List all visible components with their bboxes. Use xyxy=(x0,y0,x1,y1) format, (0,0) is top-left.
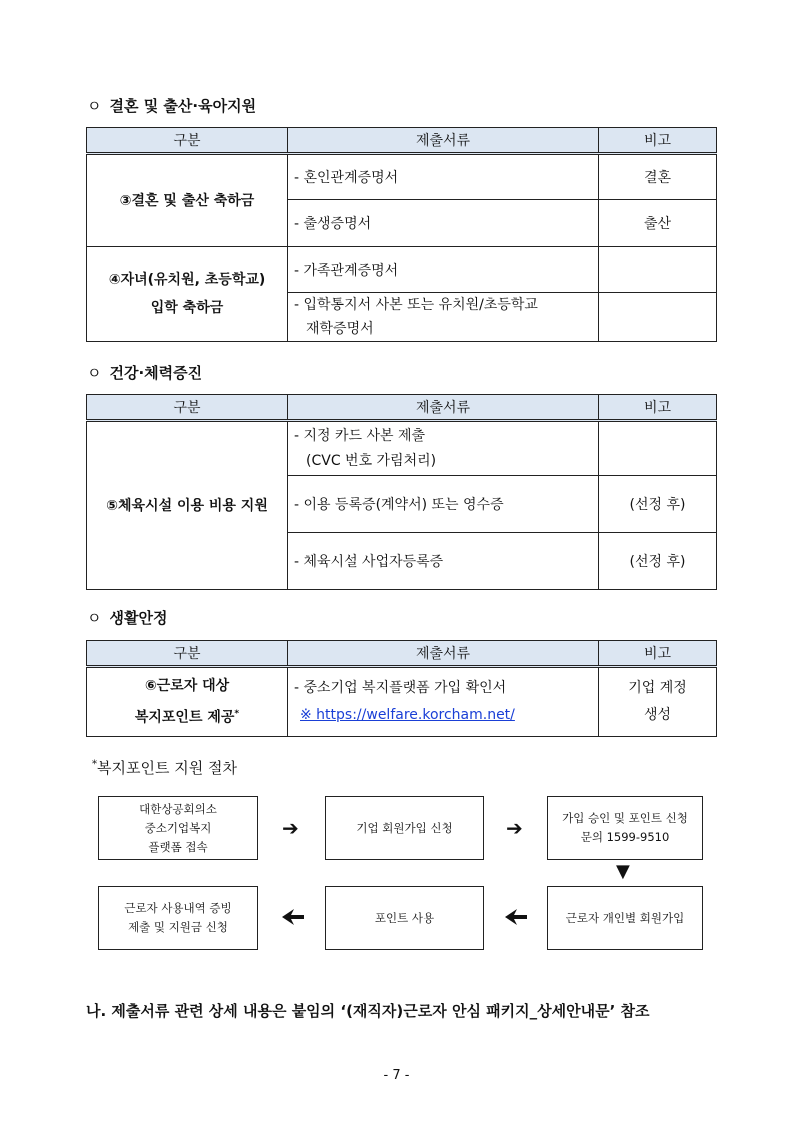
arrow-right-icon: ➔ xyxy=(282,816,299,840)
bullet-icon: ㅇ xyxy=(87,97,102,115)
doc-marriage-cert: - 혼인관계증명서 xyxy=(288,154,599,200)
step-employee-signup: 근로자 개인별 회원가입 xyxy=(547,886,703,950)
header-category: 구분 xyxy=(87,395,288,421)
category-school-entry: ④자녀(유치원, 초등학교) 입학 축하금 xyxy=(87,247,288,342)
header-documents: 제출서류 xyxy=(288,395,599,421)
remark-empty xyxy=(599,421,717,476)
step-platform-access: 대한상공회의소 중소기업복지 플랫폼 접속 xyxy=(98,796,258,860)
doc-business-registration: - 체육시설 사업자등록증 xyxy=(288,533,599,590)
marriage-table xyxy=(86,127,717,342)
bullet-icon: ㅇ xyxy=(87,609,102,627)
category-welfare-points: ⑥근로자 대상 복지포인트 제공* xyxy=(87,667,288,737)
doc-registration-receipt: - 이용 등록증(계약서) 또는 영수증 xyxy=(288,476,599,533)
remark-after-selection: (선정 후) xyxy=(599,476,717,533)
arrow-left-icon xyxy=(282,907,304,930)
doc-card-copy: - 지정 카드 사본 제출 (CVC 번호 가림처리) xyxy=(288,421,599,476)
header-remarks: 비고 xyxy=(599,641,717,667)
header-remarks: 비고 xyxy=(599,128,717,154)
remark-after-selection: (선정 후) xyxy=(599,533,717,590)
section-title-stability: ㅇ 생활안정 xyxy=(87,609,168,627)
category-wedding-birth: ③결혼 및 출산 축하금 xyxy=(87,154,288,247)
procedure-title: *복지포인트 지원 절차 xyxy=(92,759,237,777)
header-category: 구분 xyxy=(87,128,288,154)
page-number: - 7 - xyxy=(383,1068,410,1083)
step-approval-point-request: 가입 승인 및 포인트 신청 문의 1599-9510 xyxy=(547,796,703,860)
remark-empty xyxy=(599,247,717,293)
asterisk-mark: * xyxy=(92,759,97,770)
header-remarks: 비고 xyxy=(599,395,717,421)
section-title-health: ㅇ 건강·체력증진 xyxy=(87,364,203,382)
welfare-platform-link[interactable]: ※ https://welfare.korcham.net/ xyxy=(300,707,515,723)
step-company-signup: 기업 회원가입 신청 xyxy=(325,796,484,860)
asterisk-mark: * xyxy=(234,709,240,720)
step-point-usage: 포인트 사용 xyxy=(325,886,484,950)
health-table xyxy=(86,394,717,590)
section-title-marriage: ㅇ 결혼 및 출산·육아지원 xyxy=(87,97,257,115)
remark-birth: 출산 xyxy=(599,200,717,247)
category-sports-facility: ⑤체육시설 이용 비용 지원 xyxy=(87,421,288,590)
reference-note: 나. 제출서류 관련 상세 내용은 붙임의 ‘(재직자)근로자 안심 패키지_상세안내문’ 참조 xyxy=(86,1002,650,1020)
doc-admission-notice: - 입학통지서 사본 또는 유치원/초등학교 재학증명서 xyxy=(288,293,599,342)
doc-family-cert: - 가족관계증명서 xyxy=(288,247,599,293)
doc-birth-cert: - 출생증명서 xyxy=(288,200,599,247)
doc-platform-confirmation: - 중소기업 복지플랫폼 가입 확인서 ※ https://welfare.korcham.net/ xyxy=(288,667,599,737)
remark-company-account: 기업 계정 생성 xyxy=(599,667,717,737)
arrow-left-icon xyxy=(505,907,527,930)
arrow-down-icon: ▼ xyxy=(616,861,630,882)
header-category: 구분 xyxy=(87,641,288,667)
arrow-right-icon: ➔ xyxy=(506,816,523,840)
bullet-icon: ㅇ xyxy=(87,364,102,382)
stability-table xyxy=(86,640,717,737)
step-usage-proof-submit: 근로자 사용내역 증빙 제출 및 지원금 신청 xyxy=(98,886,258,950)
remark-empty xyxy=(599,293,717,342)
header-documents: 제출서류 xyxy=(288,128,599,154)
header-documents: 제출서류 xyxy=(288,641,599,667)
remark-marriage: 결혼 xyxy=(599,154,717,200)
